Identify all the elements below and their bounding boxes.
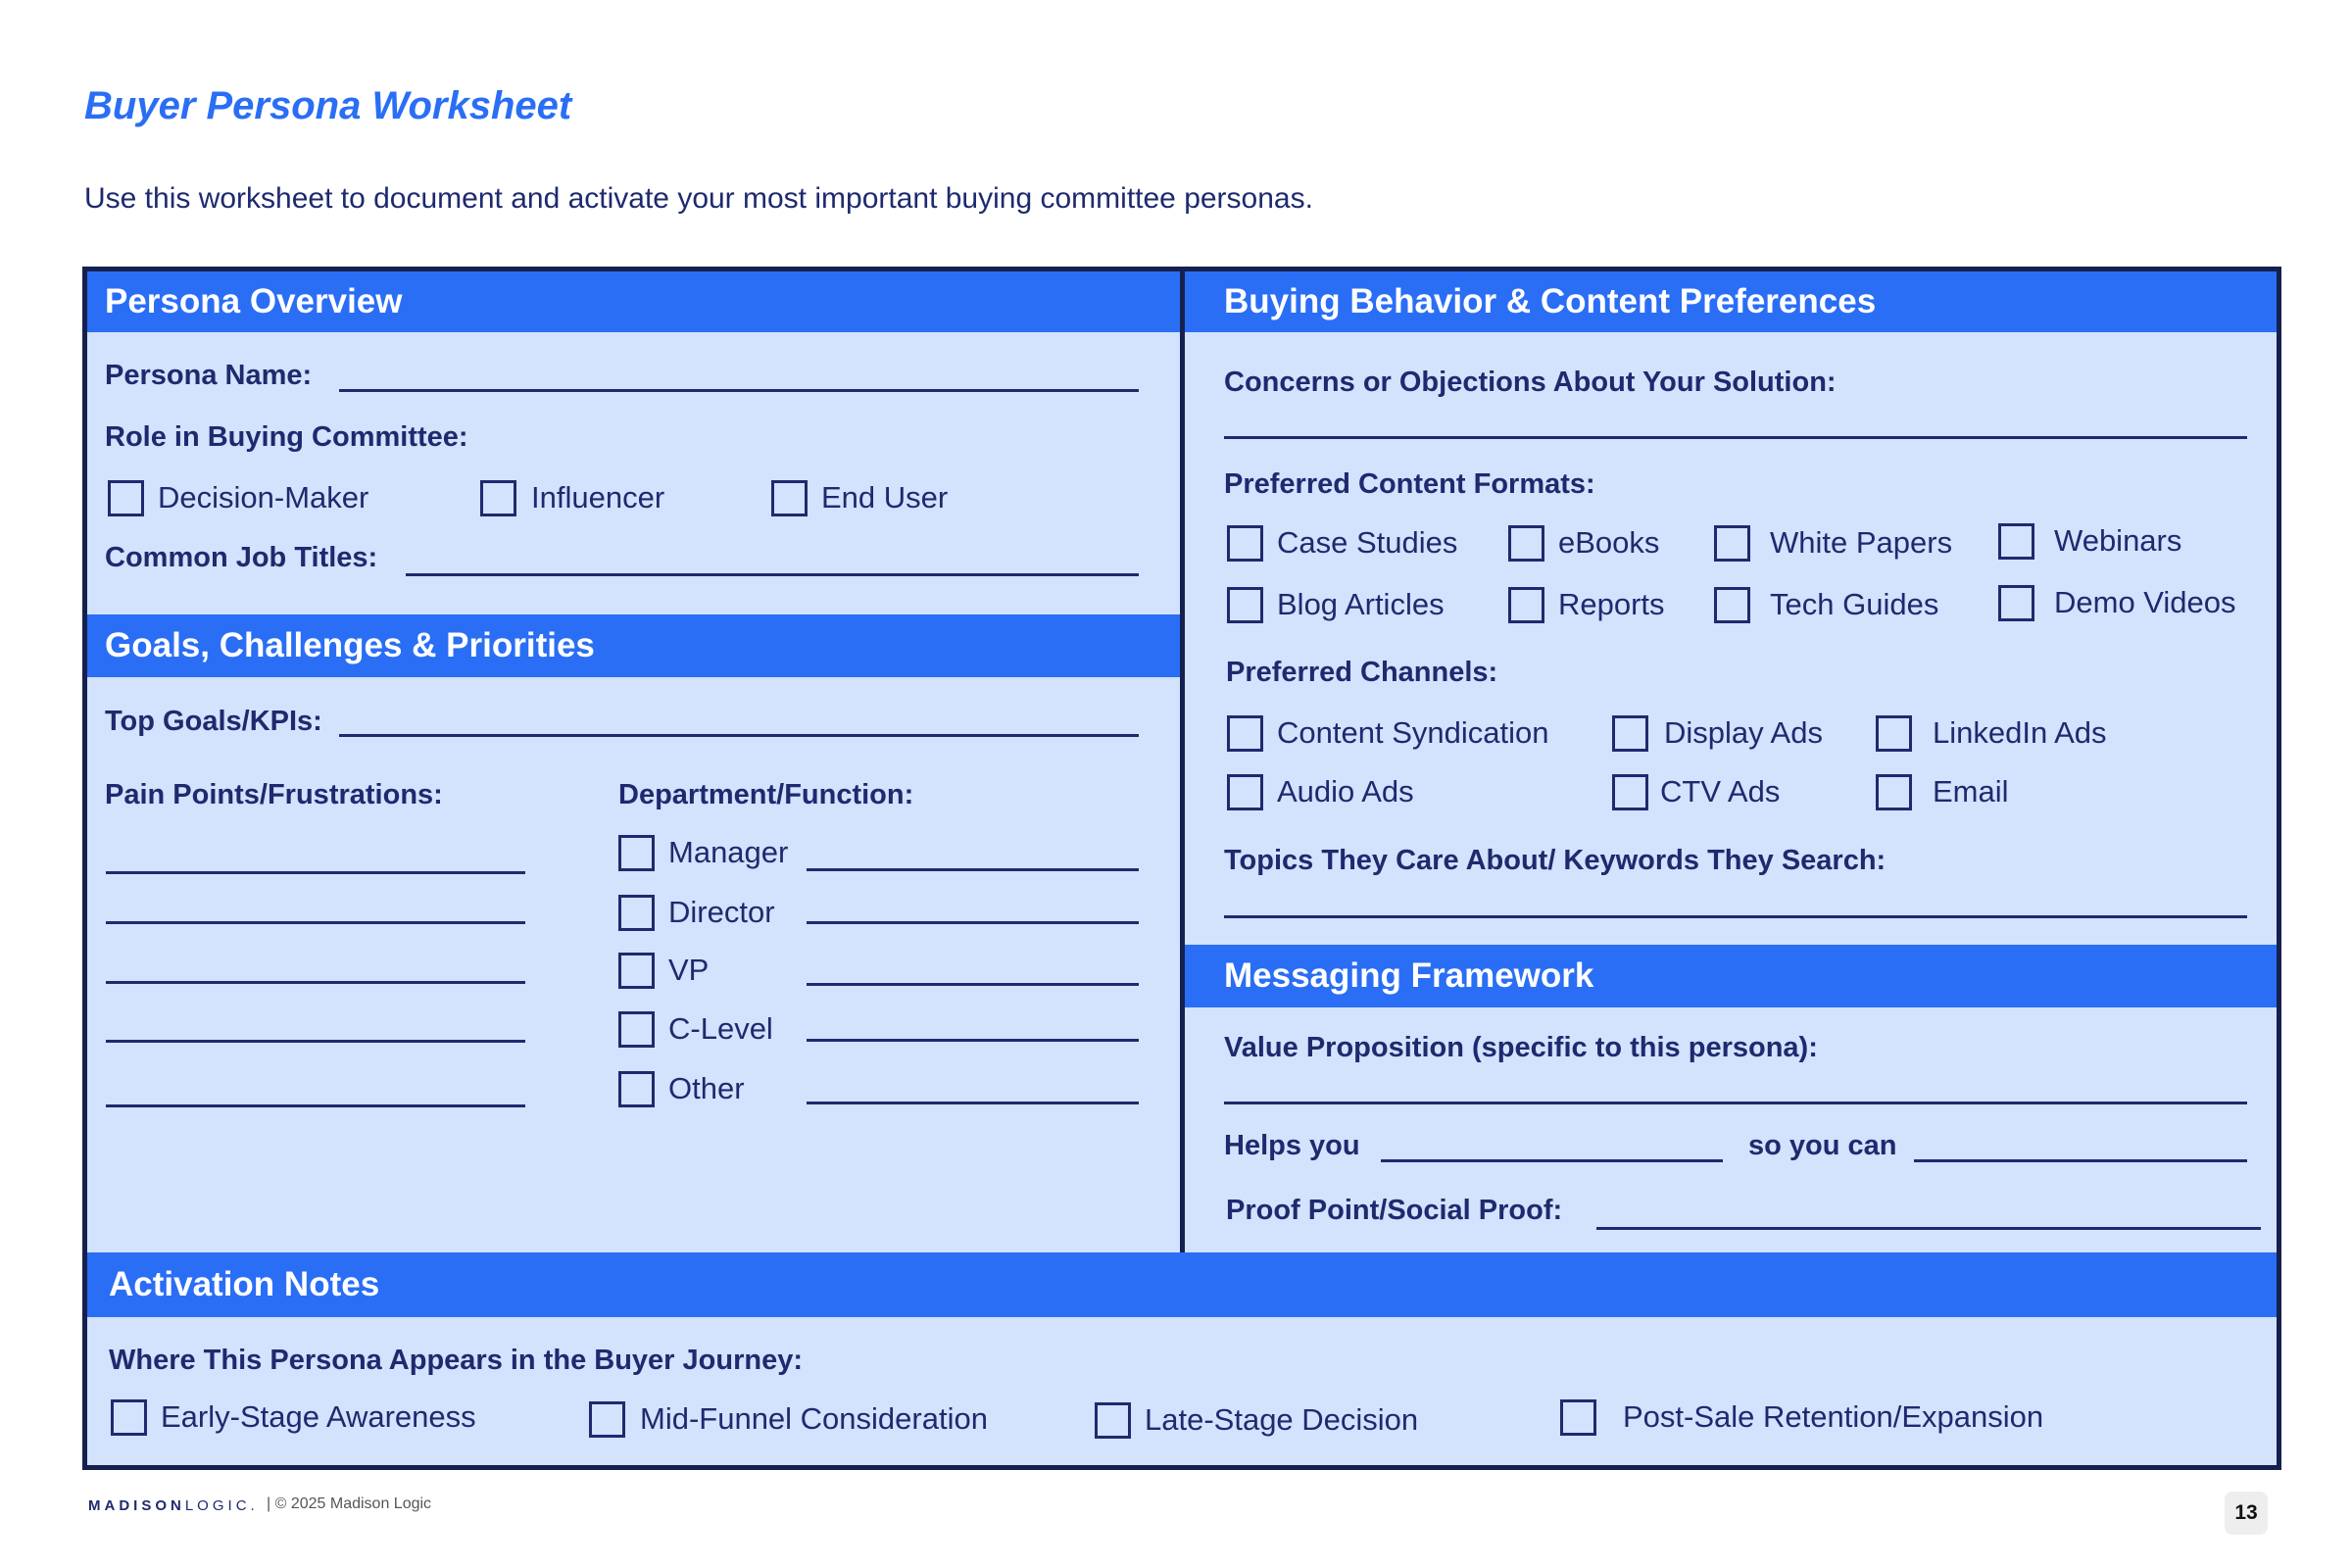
job-titles-label: Common Job Titles: bbox=[105, 542, 378, 573]
stage-post-sale-label: Post-Sale Retention/Expansion bbox=[1623, 1399, 2044, 1434]
dept-other-field[interactable] bbox=[807, 1102, 1139, 1104]
channels-label: Preferred Channels: bbox=[1226, 657, 1498, 688]
dept-manager-field[interactable] bbox=[807, 868, 1139, 871]
stage-mid-funnel-checkbox[interactable] bbox=[589, 1401, 625, 1438]
channel-audio-ads-label: Audio Ads bbox=[1277, 774, 1414, 808]
persona-name-label: Persona Name: bbox=[105, 360, 313, 391]
concerns-field[interactable] bbox=[1224, 436, 2247, 439]
stage-early-awareness-checkbox[interactable] bbox=[111, 1399, 147, 1436]
department-label: Department/Function: bbox=[618, 779, 914, 810]
format-blog-articles-checkbox[interactable] bbox=[1227, 587, 1263, 623]
format-white-papers-checkbox[interactable] bbox=[1714, 525, 1750, 562]
topics-field[interactable] bbox=[1224, 915, 2247, 918]
helps-you-label: Helps you bbox=[1224, 1130, 1360, 1161]
channel-linkedin-ads-checkbox[interactable] bbox=[1876, 715, 1912, 752]
persona-overview-header: Persona Overview bbox=[87, 271, 1180, 332]
page-subtitle: Use this worksheet to document and activate your most important buying committee personas. bbox=[84, 182, 1313, 215]
format-reports-label: Reports bbox=[1558, 587, 1665, 621]
format-webinars-label: Webinars bbox=[2054, 523, 2182, 558]
dept-vp-field[interactable] bbox=[807, 983, 1139, 986]
goals-header: Goals, Challenges & Priorities bbox=[87, 614, 1180, 677]
buying-behavior-header: Buying Behavior & Content Preferences bbox=[1185, 271, 2277, 332]
format-white-papers-label: White Papers bbox=[1770, 525, 1953, 560]
dept-director-checkbox[interactable] bbox=[618, 895, 655, 931]
so-you-can-field[interactable] bbox=[1914, 1159, 2247, 1162]
madison-logic-logo bbox=[88, 1497, 259, 1514]
dept-director-field[interactable] bbox=[807, 921, 1139, 924]
role-influencer-checkbox[interactable] bbox=[480, 480, 516, 516]
pain-point-field-4[interactable] bbox=[106, 1040, 525, 1043]
dept-other-checkbox[interactable] bbox=[618, 1071, 655, 1107]
format-demo-videos-checkbox[interactable] bbox=[1998, 585, 2034, 621]
value-prop-field[interactable] bbox=[1224, 1102, 2247, 1104]
stage-early-awareness-label: Early-Stage Awareness bbox=[161, 1399, 476, 1434]
format-case-studies-label: Case Studies bbox=[1277, 525, 1458, 560]
stage-mid-funnel-label: Mid-Funnel Consideration bbox=[640, 1401, 988, 1436]
channel-audio-ads-checkbox[interactable] bbox=[1227, 774, 1263, 810]
job-titles-field[interactable] bbox=[406, 573, 1139, 576]
role-decision-maker-label: Decision-Maker bbox=[158, 480, 369, 514]
dept-manager-label: Manager bbox=[668, 835, 789, 869]
role-influencer-label: Influencer bbox=[531, 480, 665, 514]
dept-vp-checkbox[interactable] bbox=[618, 953, 655, 989]
stage-late-decision-label: Late-Stage Decision bbox=[1145, 1402, 1419, 1437]
channel-email-checkbox[interactable] bbox=[1876, 774, 1912, 810]
page-title: Buyer Persona Worksheet bbox=[84, 84, 572, 127]
logo-light-text: LOGIC. bbox=[184, 1497, 259, 1514]
pain-point-field-2[interactable] bbox=[106, 921, 525, 924]
proof-point-field[interactable] bbox=[1596, 1227, 2261, 1230]
dept-c-level-checkbox[interactable] bbox=[618, 1011, 655, 1048]
format-reports-checkbox[interactable] bbox=[1508, 587, 1544, 623]
channel-display-ads-checkbox[interactable] bbox=[1612, 715, 1648, 752]
stage-post-sale-checkbox[interactable] bbox=[1560, 1399, 1596, 1436]
journey-label: Where This Persona Appears in the Buyer Journey: bbox=[109, 1345, 803, 1376]
pain-point-field-3[interactable] bbox=[106, 981, 525, 984]
pain-points-label: Pain Points/Frustrations: bbox=[105, 779, 443, 810]
kpis-label: Top Goals/KPIs: bbox=[105, 706, 322, 737]
format-ebooks-label: eBooks bbox=[1558, 525, 1660, 560]
format-tech-guides-checkbox[interactable] bbox=[1714, 587, 1750, 623]
channel-content-syndication-label: Content Syndication bbox=[1277, 715, 1549, 750]
role-end-user-label: End User bbox=[821, 480, 949, 514]
dept-c-level-label: C-Level bbox=[668, 1011, 773, 1046]
topics-label: Topics They Care About/ Keywords They Search: bbox=[1224, 845, 1886, 876]
formats-label: Preferred Content Formats: bbox=[1224, 468, 1595, 500]
so-you-can-label: so you can bbox=[1748, 1130, 1897, 1161]
format-case-studies-checkbox[interactable] bbox=[1227, 525, 1263, 562]
pain-point-field-1[interactable] bbox=[106, 871, 525, 874]
role-decision-maker-checkbox[interactable] bbox=[108, 480, 144, 516]
persona-name-field[interactable] bbox=[339, 389, 1139, 392]
pain-point-field-5[interactable] bbox=[106, 1104, 525, 1107]
dept-vp-label: VP bbox=[668, 953, 710, 987]
format-ebooks-checkbox[interactable] bbox=[1508, 525, 1544, 562]
proof-point-label: Proof Point/Social Proof: bbox=[1226, 1195, 1563, 1226]
channel-linkedin-ads-label: LinkedIn Ads bbox=[1933, 715, 2107, 750]
channel-ctv-ads-label: CTV Ads bbox=[1660, 774, 1781, 808]
channel-ctv-ads-checkbox[interactable] bbox=[1612, 774, 1648, 810]
format-demo-videos-label: Demo Videos bbox=[2054, 585, 2236, 619]
column-divider bbox=[1180, 267, 1185, 1252]
logo-bold-text: MADISON bbox=[88, 1497, 185, 1514]
footer-copyright: | © 2025 Madison Logic bbox=[267, 1495, 432, 1512]
helps-you-field[interactable] bbox=[1381, 1159, 1723, 1162]
value-prop-label: Value Proposition (specific to this persona): bbox=[1224, 1032, 1818, 1063]
dept-manager-checkbox[interactable] bbox=[618, 835, 655, 871]
stage-late-decision-checkbox[interactable] bbox=[1095, 1402, 1131, 1439]
messaging-header: Messaging Framework bbox=[1185, 945, 2277, 1007]
channel-display-ads-label: Display Ads bbox=[1664, 715, 1823, 750]
format-blog-articles-label: Blog Articles bbox=[1277, 587, 1445, 621]
concerns-label: Concerns or Objections About Your Solution: bbox=[1224, 367, 1837, 398]
channel-email-label: Email bbox=[1933, 774, 2009, 808]
dept-other-label: Other bbox=[668, 1071, 745, 1105]
format-tech-guides-label: Tech Guides bbox=[1770, 587, 1939, 621]
kpis-field[interactable] bbox=[339, 734, 1139, 737]
dept-c-level-field[interactable] bbox=[807, 1039, 1139, 1042]
activation-header: Activation Notes bbox=[87, 1252, 2277, 1317]
channel-content-syndication-checkbox[interactable] bbox=[1227, 715, 1263, 752]
format-webinars-checkbox[interactable] bbox=[1998, 523, 2034, 560]
role-end-user-checkbox[interactable] bbox=[771, 480, 808, 516]
dept-director-label: Director bbox=[668, 895, 775, 929]
role-label: Role in Buying Committee: bbox=[105, 421, 468, 453]
page-number-badge: 13 bbox=[2225, 1492, 2268, 1535]
